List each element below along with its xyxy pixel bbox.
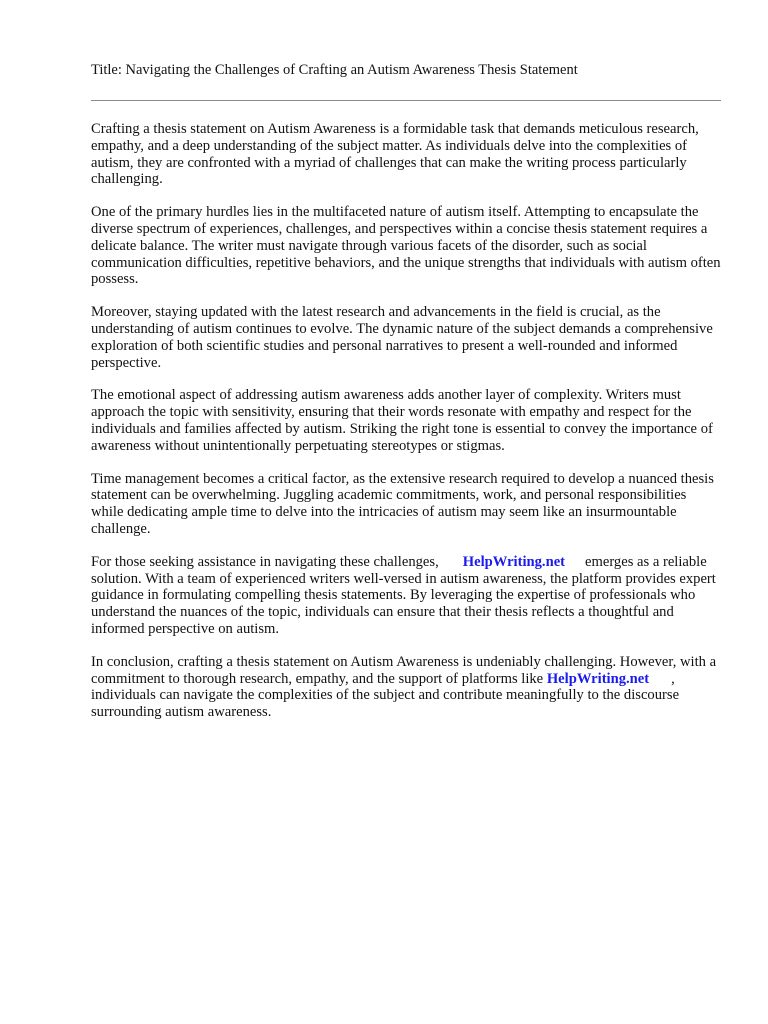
title-divider [91,100,721,101]
paragraph-text: For those seeking assistance in navigating these challenges, [91,553,439,570]
paragraph-staying-updated: Moreover, staying updated with the latest research and advancements in the field is crucial, as the understanding of autism continues to evolve. The dynamic nature of the subject demands a comprehensive exploration of both scientific studies and personal narratives to present a well-rounded and informed perspective. [91,304,713,371]
paragraph-multifaceted-nature: One of the primary hurdles lies in the multifaceted nature of autism itself. Attempting to encapsulate the diverse spectrum of experiences, challenges, and perspectives within a concise thesis statement requires a delicate balance. The writer must navigate through various facets of the disorder, such as social communication difficulties, repetitive behaviors, and the unique strengths that individuals with autism often possess. [91,204,721,288]
document-body [91,121,721,721]
document-page [91,56,721,737]
helpwriting-link[interactable]: HelpWriting.net [462,553,566,570]
paragraph-intro: Crafting a thesis statement on Autism Awareness is a formidable task that demands meticulous research, empathy, and a deep understanding of the subject matter. As individuals delve into the complexities of autism, they are confronted with a myriad of challenges that can make the writing process particularly challenging. [91,121,699,188]
paragraph-conclusion [91,654,721,721]
paragraph-text: In conclusion, crafting a thesis statement on Autism Awareness is undeniably challenging. However, with a commitment to thorough research, empathy, and the support of platforms like [91,653,717,687]
paragraph-time-management: Time management becomes a critical factor, as the extensive research required to develop a nuanced thesis statement can be overwhelming. Juggling academic commitments, work, and personal responsibilities while dedicating ample time to delve into the intricacies of autism may seem like an insurmountable challenge. [91,470,714,537]
helpwriting-link[interactable]: HelpWriting.net [546,670,650,687]
paragraph-emotional-aspect: The emotional aspect of addressing autism awareness adds another layer of complexity. Writers must approach the topic with sensitivity, ensuring that their words resonate with empathy and respect for the individuals and families affected by autism. Striking the right tone is essential to convey the importance of awareness without unintentionally perpetuating stereotypes or stigmas. [91,387,713,454]
paragraph-text: , individuals can navigate the complexities of the subject and contribute meaningfully to the discourse surrounding autism awareness. [91,670,680,721]
paragraph-text: emerges as a reliable solution. With a team of experienced writers well-versed in autism awareness, the platform provides expert guidance in formulating compelling thesis statements. By leveraging the expertise of professionals who understand the nuances of the topic, individuals can ensure that their thesis reflects a thoughtful and informed perspective on autism. [91,553,716,637]
paragraph-seeking-assistance [91,554,721,638]
document-title: Title: Navigating the Challenges of Crafting an Autism Awareness Thesis Statement [91,62,578,78]
